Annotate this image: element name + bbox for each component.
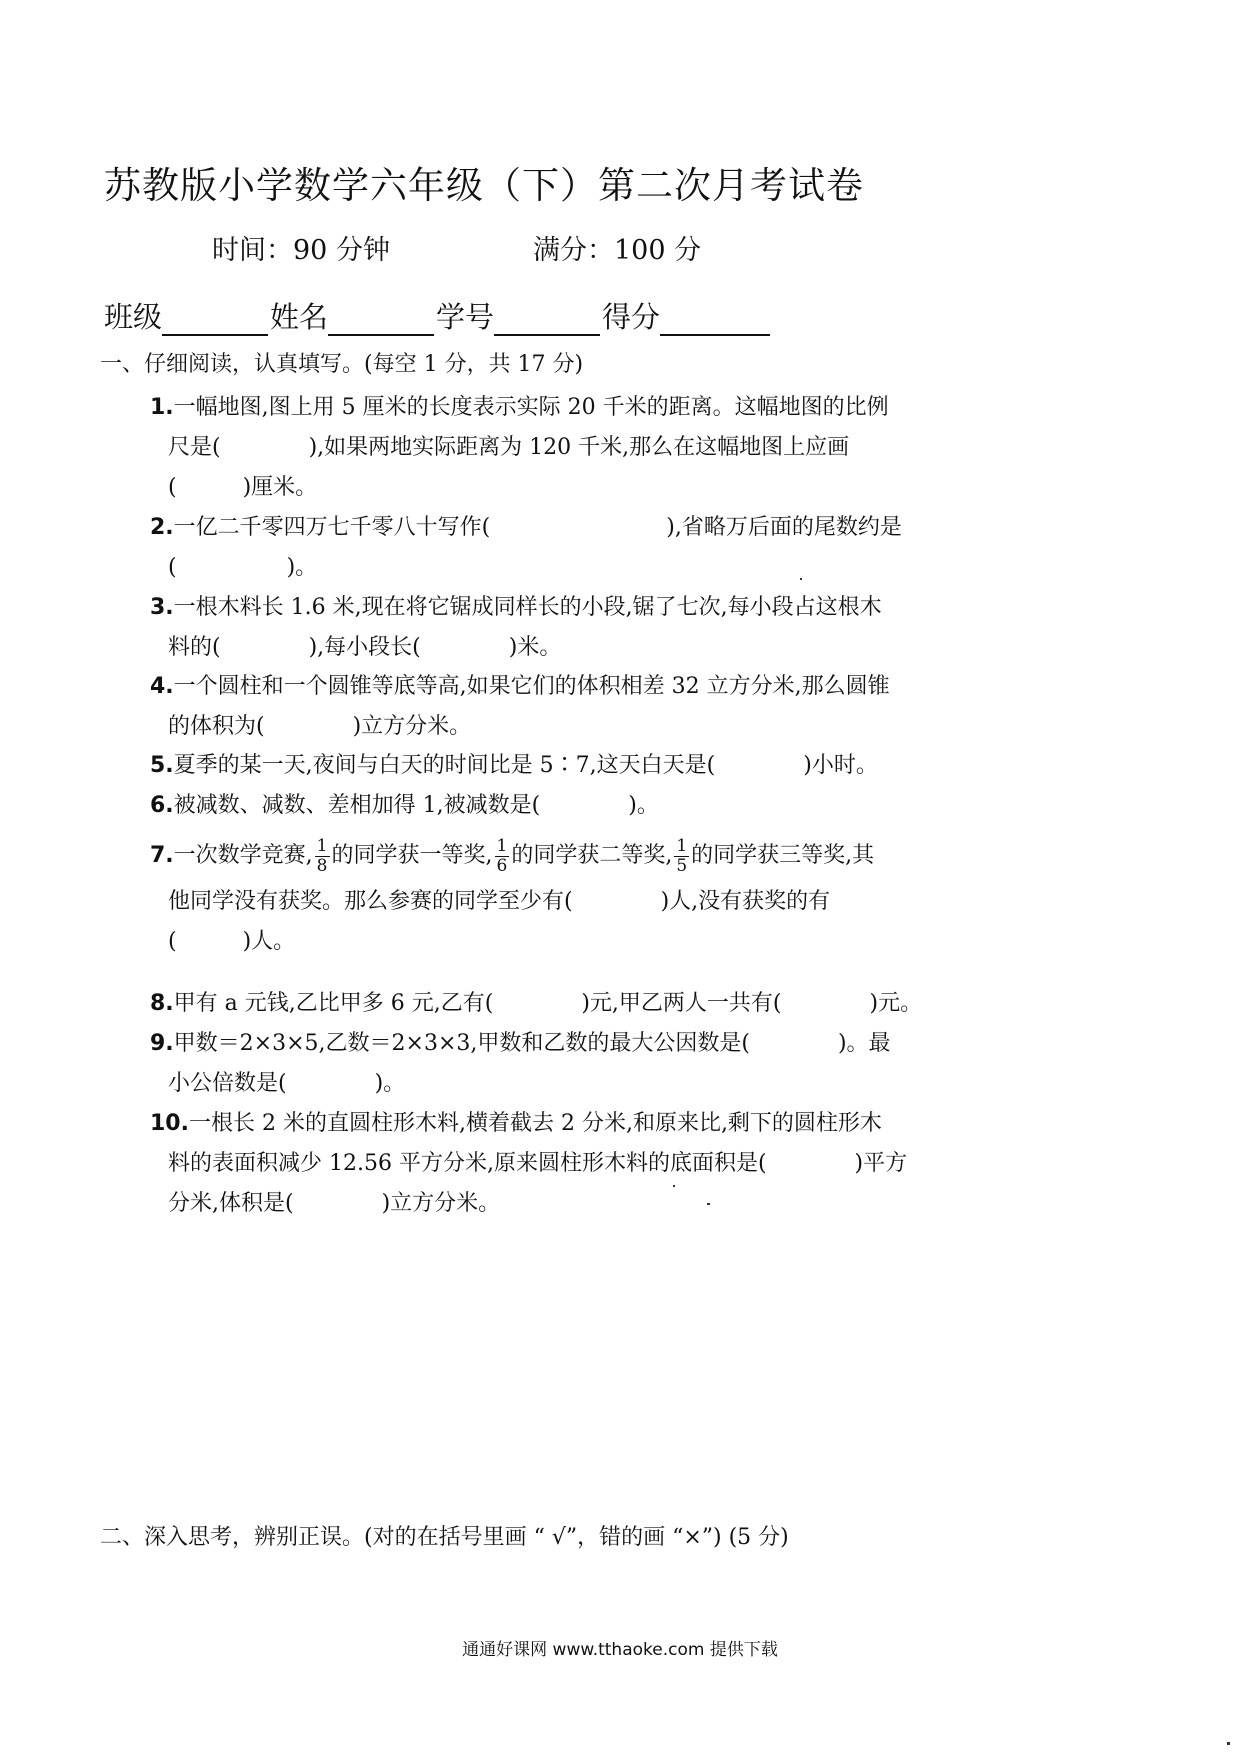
section-1-heading: 一、仔细阅读，认真填写。(每空 1 分，共 17 分) [100, 352, 584, 377]
question-10 [150, 1104, 1010, 1224]
question-number: 6. [150, 793, 174, 818]
question-number: 4. [150, 674, 174, 699]
fraction-one-fifth [674, 837, 689, 876]
question-number: 5. [150, 753, 174, 778]
question-1 [150, 388, 1010, 508]
question-text: 一次数学竞赛, [173, 843, 313, 868]
fraction-numerator: 1 [316, 835, 328, 856]
score-label: 得分 [602, 300, 661, 334]
question-number: 9. [150, 1031, 174, 1056]
question-text: 的同学获三等奖,其 [691, 843, 875, 868]
score-blank[interactable] [660, 304, 770, 336]
exam-time: 时间：90 分钟 [212, 235, 390, 266]
scan-speck [707, 1203, 710, 1205]
fraction-numerator: 1 [676, 835, 688, 856]
fraction-denominator: 5 [676, 855, 688, 876]
question-number: 1. [150, 395, 174, 420]
question-text: ( )厘米。 [168, 475, 318, 500]
question-text: 尺是( ),如果两地实际距离为 120 千米,那么在这幅地图上应画 [168, 435, 850, 460]
exam-full-score: 满分：100 分 [533, 235, 702, 266]
question-text: 的同学获二等奖, [511, 843, 673, 868]
question-text: 分米,体积是( )立方分米。 [168, 1191, 501, 1216]
student-id-label: 学号 [436, 300, 495, 334]
fraction-numerator: 1 [496, 835, 508, 856]
question-text: 夏季的某一天,夜间与白天的时间比是 5∶7,这天白天是( )小时。 [173, 753, 878, 778]
page-footer: 通通好课网 www.tthaoke.com 提供下载 [462, 1640, 778, 1660]
student-id-blank[interactable] [494, 304, 600, 336]
section-2-heading: 二、深入思考，辨别正误。(对的在括号里画 “ √”，错的画 “×”) (5 分) [100, 1525, 789, 1550]
question-number: 2. [150, 515, 174, 540]
question-number: 7. [150, 843, 174, 868]
question-text: ( )。 [168, 555, 318, 580]
question-text: 的同学获一等奖, [331, 843, 493, 868]
question-text: 被减数、减数、差相加得 1,被减数是( )。 [173, 793, 659, 818]
question-2 [150, 508, 1010, 588]
student-info-row [104, 295, 772, 336]
question-9 [150, 1024, 1010, 1104]
class-label: 班级 [104, 300, 163, 334]
fraction-denominator: 6 [496, 855, 508, 876]
question-number: 3. [150, 595, 174, 620]
question-number: 10. [150, 1111, 189, 1136]
question-text: ( )人。 [168, 929, 296, 954]
question-text: 料的表面积减少 12.56 平方分米,原来圆柱形木料的底面积是( )平方 [168, 1151, 908, 1176]
question-text: 甲数＝2×3×5,乙数＝2×3×3,甲数和乙数的最大公因数是( )。最 [173, 1031, 891, 1056]
scan-speck [673, 1185, 675, 1187]
question-text: 甲有 a 元钱,乙比甲多 6 元,乙有( )元,甲乙两人一共有( )元。 [173, 991, 923, 1016]
name-blank[interactable] [328, 304, 434, 336]
fraction-one-sixth [495, 837, 510, 876]
question-3 [150, 588, 1010, 668]
scan-speck [1227, 1742, 1230, 1745]
question-5 [150, 746, 1010, 786]
question-6 [150, 786, 1010, 826]
question-text: 一幅地图,图上用 5 厘米的长度表示实际 20 千米的距离。这幅地图的比例 [173, 395, 889, 420]
fraction-denominator: 8 [316, 855, 328, 876]
question-4 [150, 667, 1010, 747]
question-text: 他同学没有获奖。那么参赛的同学至少有( )人,没有获奖的有 [168, 889, 831, 914]
scan-speck [800, 578, 802, 580]
question-text: 料的( ),每小段长( )米。 [168, 635, 562, 660]
fraction-one-eighth [315, 837, 330, 876]
question-7 [150, 836, 1010, 962]
question-text: 小公倍数是( )。 [168, 1071, 406, 1096]
class-blank[interactable] [162, 304, 268, 336]
question-text: 的体积为( )立方分米。 [168, 714, 472, 739]
question-8 [150, 984, 1010, 1024]
question-text: 一根长 2 米的直圆柱形木料,横着截去 2 分米,和原来比,剩下的圆柱形木 [188, 1111, 882, 1136]
question-text: 一亿二千零四万七千零八十写作( ),省略万后面的尾数约是 [173, 515, 902, 540]
question-number: 8. [150, 991, 174, 1016]
exam-title: 苏教版小学数学六年级（下）第二次月考试卷 [104, 164, 864, 207]
name-label: 姓名 [270, 300, 329, 334]
question-text: 一根木料长 1.6 米,现在将它锯成同样长的小段,锯了七次,每小段占这根木 [173, 595, 882, 620]
question-text: 一个圆柱和一个圆锥等底等高,如果它们的体积相差 32 立方分米,那么圆锥 [173, 674, 890, 699]
